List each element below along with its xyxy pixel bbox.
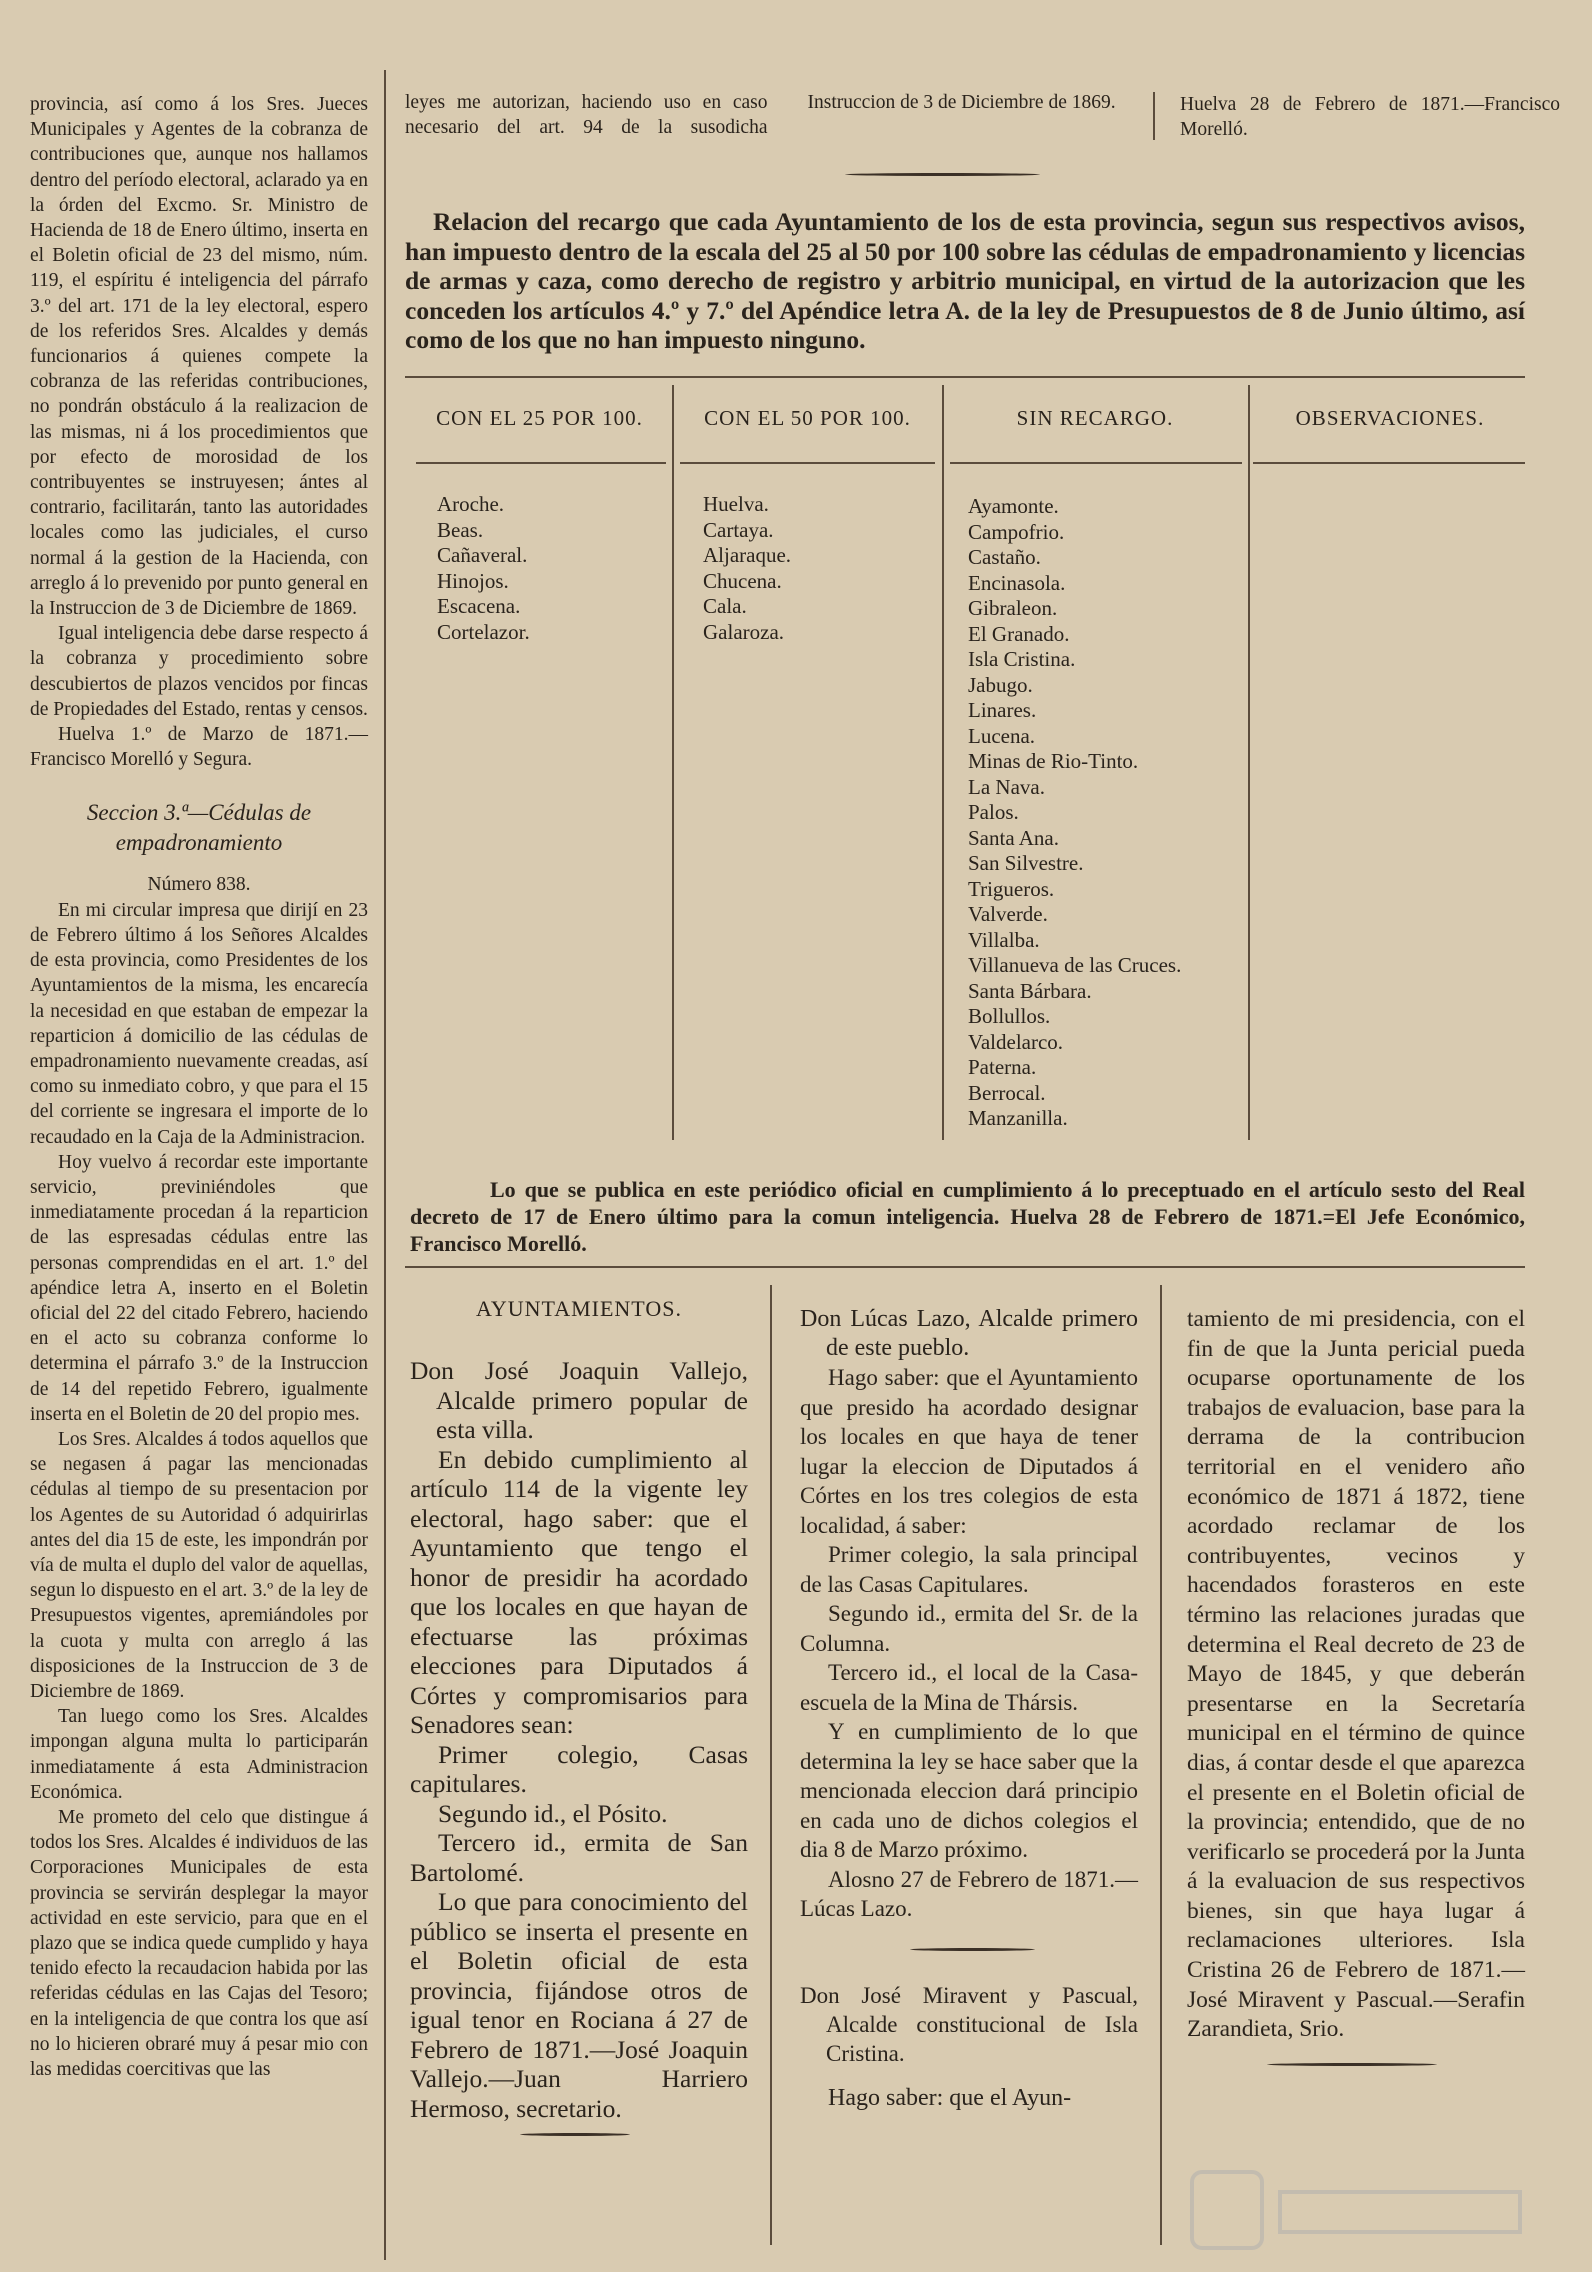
list-50 [703, 492, 791, 645]
list-item: Manzanilla. [968, 1106, 1068, 1130]
list-item: San Silvestre. [968, 851, 1084, 875]
header-rule [1253, 462, 1525, 464]
list-item: Paterna. [968, 1055, 1037, 1079]
column-rule [1153, 92, 1155, 140]
list-item: Jabugo. [968, 672, 1033, 697]
header-rule [680, 462, 935, 464]
list-sin-recargo [968, 494, 1181, 1132]
list-item: Aljaraque. [703, 543, 792, 567]
list-item: Huelva. [703, 492, 769, 516]
header-rule [950, 462, 1242, 464]
list-item: El Granado. [968, 621, 1070, 646]
separator-ornament [1267, 2063, 1437, 2066]
list-item: Palos. [968, 800, 1019, 824]
paragraph: Lo que se publica en este periódico oficial en cumplimiento á lo preceptuado en el artículo sesto del Real decreto de 17 de Enero último para la comun inteligencia. Huelva 28 de Febrero de 1871.=El Jefe Económico, Francisco Morelló. [410, 1177, 1525, 1256]
column-header: CON EL 25 POR 100. [436, 406, 643, 430]
paragraph: Hoy vuelvo á recordar este importante servicio, previniéndoles que inmediatamente procedan á la reparticion de las espresadas cédulas entre las personas comprendidas en el art. 1.º del apéndice letra A, inserto en el Boletin oficial del 22 del citado Febrero, haciendo en el acto su cobranza conforme lo determina el párrafo 3.º de la Instruccion de 14 del repetido Febrero, igualmente inserta en el Boletin de 20 del propio mes. [30, 1151, 368, 1425]
relacion-intro [405, 207, 1525, 355]
list-item: Ayamonte. [968, 494, 1059, 518]
list-item: Cortelazor. [437, 619, 530, 644]
paragraph: leyes me autorizan, haciendo uso en caso necesario del art. 94 de la susodicha Instruccion de 3 de Diciembre de 1869. [405, 92, 1116, 139]
separator-ornament [520, 2133, 630, 2136]
column-rule [770, 1285, 772, 2245]
paragraph: Los Sres. Alcaldes á todos aquellos que se negasen á pagar las mencionadas cédulas al tiempo de su presentacion por los Agentes de su Autoridad ó adquirirlas antes del dia 15 de este, les impondrán por vía de multa el duplo del valor de aquellas, segun lo dispuesto en el art. 3.º de la ley de Presupuestos vigentes, apremiándoles por la cuota y multa con arreglo á las disposiciones de la Instruccion de 3 de Diciembre de 1869. [30, 1428, 368, 1702]
list-25 [437, 492, 530, 645]
table-rule [942, 385, 944, 1140]
list-item: Beas. [437, 517, 484, 542]
list-item: Gibraleon. [968, 596, 1058, 620]
list-item: Cala. [703, 594, 747, 618]
decree-title: Don Lúcas Lazo, Alcalde primero de este pueblo. [800, 1306, 1138, 1361]
header-rule [416, 462, 666, 464]
relacion-footer [410, 1176, 1525, 1257]
paragraph: tamiento de mi presidencia, con el fin de que la Junta pericial pueda ocuparse oportunamente de los trabajos de evaluacion, base para la derrama de la contribucion territorial en el venidero año económico de 1871 á 1872, tiene acordado reclamar de los contribuyentes, vecinos y hacendados forasteros en este término las relaciones juradas que determina el Real decreto de 23 de Mayo de 1845, y que deberán presentarse en la Secretaría municipal en el término de quince dias, á contar desde el que aparezca el presente en el Boletin oficial de la provincia; entendido, que de no verificarlo se procederá por la Junta á la evaluacion de sus respectivos bienes, sin que haya lugar á reclamaciones ulteriores. Isla Cristina 26 de Febrero de 1871.—José Miravent y Pascual.—Serafin Zarandieta, Srio. [1187, 1306, 1525, 2043]
ayuntamientos-col-2 [410, 1296, 748, 2136]
paragraph: provincia, así como á los Sres. Jueces Municipales y Agentes de la cobranza de contribuciones que, aunque nos hallamos dentro del período electoral, aclarado ya en la órden del Excmo. Sr. Ministro de Hacienda de 18 de Enero último, inserta en el Boletin oficial de 23 del mismo, núm. 119, el espíritu é inteligencia del párrafo 3.º del art. 171 de la ley electoral, espero de los referidos Sres. Alcaldes y demás funcionarios á quienes compete la cobranza de las referidas contribuciones, no pondrán obstáculo á la realizacion de las mismas, ni á los procedimientos que por efecto de morosidad de los contribuyentes se instruyesen; ántes al contrario, facilitarán, tanto las autoridades locales como las judiciales, el curso normal á la gestion de la Hacienda, con arreglo á lo prevenido por punto general en la Instruccion de 3 de Diciembre de 1869. [30, 94, 368, 620]
table-top-rule [405, 376, 1525, 378]
paragraph: Tercero id., ermita de San Bartolomé. [410, 1828, 748, 1887]
list-item: Valverde. [968, 902, 1048, 926]
list-item: Encinasola. [968, 570, 1066, 595]
paragraph: Lo que para conocimiento del público se inserta el presente en el Boletin oficial de esta provincia, fijándose otros de igual tenor en Rociana á 27 de Febrero de 1871.—José Joaquin Vallejo.—Juan Harriero Hermoso, secretario. [410, 1887, 748, 2123]
list-item: Santa Ana. [968, 825, 1059, 850]
ayuntamientos-col-4 [1187, 1305, 1525, 2066]
ayuntamientos-col-3 [800, 1305, 1138, 2113]
separator-ornament [910, 1948, 1035, 1951]
list-item: Minas de Rio-Tinto. [968, 749, 1139, 773]
list-item: Castaño. [968, 545, 1041, 569]
decree-title: Don José Joaquin Vallejo, Alcalde primero popular de esta villa. [410, 1356, 748, 1444]
column-header: CON EL 50 POR 100. [704, 406, 911, 430]
list-item: Valdelarco. [968, 1029, 1064, 1054]
list-item: Berrocal. [968, 1080, 1046, 1105]
list-item: Trigueros. [968, 876, 1055, 901]
paragraph: Primer colegio, Casas capitulares. [410, 1739, 748, 1798]
column-header: OBSERVACIONES. [1295, 406, 1485, 430]
paragraph: En debido cumplimiento al artículo 114 de la vigente ley electoral, hago saber: que el Ayuntamiento que tengo el honor de presidir ha acordado que los locales en que hayan de efectuarse las próximas elecciones para Diputados á Córtes y compromisarios para Senadores sean: [410, 1444, 748, 1739]
table-rule [1248, 385, 1250, 1140]
paragraph: Relacion del recargo que cada Ayuntamiento de los de esta provincia, segun sus respectivos avisos, han impuesto dentro de la escala del 25 al 50 por 100 sobre las cédulas de empadronamiento y licencias de armas y caza, como derecho de registro y arbitrio municipal, en virtud de la autorizacion que les conceden los artículos 4.º y 7.º del Apéndice letra A. de la ley de Presupuestos de 8 de Junio último, así como de los que no han impuesto ninguno. [405, 207, 1525, 354]
signature: Alosno 27 de Febrero de 1871.—Lúcas Lazo. [800, 1866, 1138, 1921]
section-heading: AYUNTAMIENTOS. [476, 1296, 682, 1321]
paragraph: Tan luego como los Sres. Alcaldes impongan alguna multa lo participarán inmediatamente á esta Administracion Económica. [30, 1706, 368, 1803]
list-item: Cañaveral. [437, 543, 528, 567]
list-item: Cartaya. [703, 517, 774, 542]
paragraph: Me prometo del celo que distingue á todos los Sres. Alcaldes é individuos de las Corporaciones Municipales de esta provincia se servirán desplegar la mayor actividad en este servicio, para que en el plazo que se indica quede cumplido y haya tenido efecto la recaudacion habida por las referidas cédulas en las Cajas del Tesoro; en la inteligencia de que contra los que así no lo hicieren obraré muy á pesar mio con las medidas coercitivas que las [30, 1807, 368, 2081]
list-item: Galaroza. [703, 619, 785, 644]
list-item: Santa Bárbara. [968, 978, 1092, 1003]
number-label: Número 838. [147, 874, 251, 896]
list-item: Villalba. [968, 927, 1040, 952]
paragraph: Segundo id., el Pósito. [438, 1798, 668, 1828]
column-rule [1160, 1285, 1162, 2245]
signature: Huelva 28 de Febrero de 1871.—Francisco Morelló. [1180, 94, 1560, 141]
paragraph: Hago saber: que el Ayun- [828, 2084, 1072, 2111]
paragraph: Segundo id., ermita del Sr. de la Columna. [800, 1601, 1138, 1656]
list-item: Bollullos. [968, 1004, 1051, 1028]
paragraph: Tercero id., el local de la Casa-escuela de la Mina de Thársis. [800, 1660, 1138, 1715]
top-signature [1180, 92, 1560, 142]
list-item: Escacena. [437, 594, 521, 618]
list-item: Aroche. [437, 492, 505, 516]
list-item: Lucena. [968, 723, 1036, 748]
separator-ornament [845, 173, 1040, 176]
library-stamp-icon [1190, 2170, 1530, 2250]
list-item: Linares. [968, 698, 1037, 722]
list-item: Isla Cristina. [968, 647, 1076, 671]
section-title: Seccion 3.ª—Cédulas de empadronamiento [86, 800, 312, 856]
list-item: Chucena. [703, 568, 782, 593]
paragraph: Y en cumplimiento de lo que determina la ley se hace saber que la mencionada eleccion dará principio en cada uno de dichos colegios el dia 8 de Marzo próximo. [800, 1719, 1138, 1862]
column-header: SIN RECARGO. [1016, 406, 1174, 430]
paragraph: En mi circular impresa que dirijí en 23 de Febrero último á los Señores Alcaldes de esta provincia, como Presidentes de los Ayuntamientos de la misma, les encarecía la necesidad en que estaban de empezar la reparticion á domicilio de las cédulas de empadronamiento nuevamente creadas, así como su inmediato cobro, y que para el 15 del corriente se ingresara el importe de lo recaudado en la Caja de la Administracion. [30, 899, 368, 1148]
paragraph: Igual inteligencia debe darse respecto á la cobranza y procedimiento sobre descubiertos de plazos vencidos por fincas de Propiedades del Estado, rentas y censos. [30, 623, 368, 720]
list-item: La Nava. [968, 774, 1045, 799]
paragraph: Primer colegio, la sala principal de las Casas Capitulares. [800, 1542, 1138, 1597]
decree-title: Don José Miravent y Pascual, Alcalde constitucional de Isla Cristina. [800, 1982, 1138, 2066]
list-item: Campofrio. [968, 519, 1065, 544]
table-rule [672, 385, 674, 1140]
signature: Huelva 1.º de Marzo de 1871.—Francisco Morelló y Segura. [30, 724, 368, 771]
column-1 [30, 92, 368, 2082]
list-item: Villanueva de las Cruces. [968, 953, 1182, 977]
column-rule [384, 70, 386, 2260]
top-continuation [405, 90, 1170, 140]
list-item: Hinojos. [437, 568, 509, 593]
section-rule [405, 1266, 1525, 1268]
paragraph: Hago saber: que el Ayuntamiento que presido ha acordado designar los locales en que haya de tener lugar la eleccion de Diputados á Córtes en los tres colegios de esta localidad, á saber: [800, 1365, 1138, 1538]
